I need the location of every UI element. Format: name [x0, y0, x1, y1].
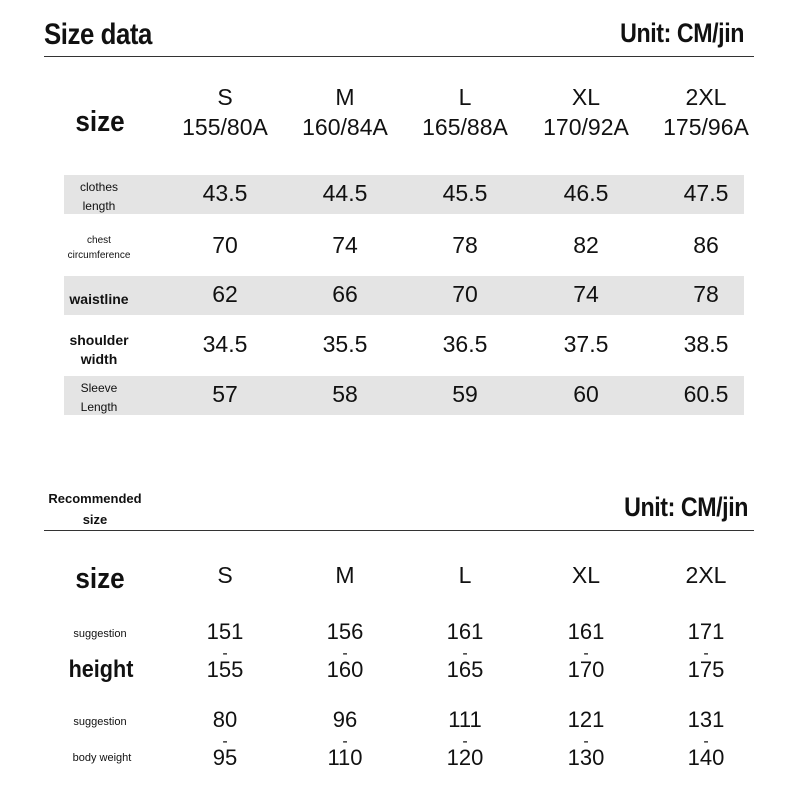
recommended-row-header: size — [75, 563, 125, 595]
weight-range-high: 95 — [212, 745, 238, 770]
weight-range-separator: - — [342, 733, 348, 750]
measurement-value: 70 — [212, 232, 238, 258]
size-data-row-header: size — [75, 106, 125, 138]
weight-range-low: 96 — [332, 707, 358, 732]
row-label-line: Length — [80, 400, 118, 414]
measurement-value: 62 — [212, 281, 238, 307]
weight-range-low: 131 — [687, 707, 725, 732]
size-code-label: 175/96A — [663, 114, 749, 140]
height-range-high: 165 — [446, 657, 484, 682]
measurement-value: 70 — [452, 281, 478, 307]
height-range-high: 175 — [687, 657, 725, 682]
weight-range-separator: - — [583, 733, 589, 750]
height-label: height — [68, 656, 134, 683]
size-data-divider — [44, 56, 754, 57]
weight-suggestion-label: suggestion — [73, 716, 127, 728]
height-range-low: 171 — [687, 619, 725, 644]
height-range-separator: - — [462, 645, 468, 662]
measurement-value: 66 — [332, 281, 358, 307]
recommended-size-label: M — [335, 562, 355, 588]
height-range-low: 151 — [206, 619, 244, 644]
height-range-low: 161 — [446, 619, 484, 644]
weight-range-low: 80 — [212, 707, 238, 732]
measurement-value: 57 — [212, 381, 238, 407]
measurement-value: 36.5 — [442, 331, 488, 357]
recommended-size-label: L — [458, 562, 472, 588]
weight-range-separator: - — [703, 733, 709, 750]
row-label-line: length — [82, 199, 116, 213]
weight-range-low: 121 — [567, 707, 605, 732]
height-range-high: 155 — [206, 657, 244, 682]
measurement-value: 47.5 — [683, 180, 729, 206]
weight-range-high: 120 — [446, 745, 484, 770]
size-data-title: Size data — [44, 18, 152, 51]
size-column-label: 2XL — [685, 84, 727, 110]
weight-range-separator: - — [222, 733, 228, 750]
measurement-value: 60.5 — [683, 381, 729, 407]
row-label — [44, 379, 154, 417]
row-label-line: waistline — [69, 291, 129, 307]
weight-range-low: 111 — [448, 707, 482, 732]
measurement-value: 37.5 — [563, 331, 609, 357]
height-range-separator: - — [342, 645, 348, 662]
weight-range-high: 130 — [567, 745, 605, 770]
row-label — [44, 290, 154, 309]
height-range-low: 161 — [567, 619, 605, 644]
weight-range-high: 110 — [327, 745, 363, 770]
height-range-high: 160 — [326, 657, 364, 682]
size-column-label: S — [217, 84, 233, 110]
size-code-label: 170/92A — [543, 114, 629, 140]
measurement-value: 38.5 — [683, 331, 729, 357]
recommended-size-label: S — [217, 562, 233, 588]
row-label — [44, 233, 154, 263]
measurement-value: 74 — [332, 232, 358, 258]
measurement-value: 86 — [693, 232, 719, 258]
measurement-value: 58 — [332, 381, 358, 407]
row-label-line: circumference — [67, 250, 131, 261]
size-column-label: XL — [571, 84, 601, 110]
size-column-label: M — [335, 84, 355, 110]
measurement-value: 45.5 — [442, 180, 488, 206]
height-suggestion-label: suggestion — [73, 628, 127, 640]
measurement-value: 82 — [573, 232, 599, 258]
height-range-separator: - — [703, 645, 709, 662]
row-label-line: Sleeve — [80, 381, 118, 395]
measurement-value: 34.5 — [202, 331, 248, 357]
measurement-value: 74 — [573, 281, 599, 307]
measurement-value: 46.5 — [563, 180, 609, 206]
measurement-value: 78 — [693, 281, 719, 307]
size-code-label: 160/84A — [302, 114, 388, 140]
row-label-line: chest — [87, 235, 111, 246]
row-label — [44, 178, 154, 216]
size-code-label: 155/80A — [182, 114, 268, 140]
row-label-line: width — [80, 351, 118, 367]
weight-body-weight-label: body weight — [72, 752, 132, 764]
recommended-size-label: 2XL — [685, 562, 727, 588]
size-column-label: L — [458, 84, 472, 110]
measurement-value: 44.5 — [322, 180, 368, 206]
row-label — [44, 331, 154, 369]
row-label-line: clothes — [79, 180, 119, 194]
size-code-label: 165/88A — [422, 114, 508, 140]
measurement-value: 35.5 — [322, 331, 368, 357]
recommended-title — [35, 488, 155, 530]
height-range-high: 170 — [567, 657, 605, 682]
recommended-title-line-1: Recommended — [48, 491, 142, 506]
weight-range-separator: - — [462, 733, 468, 750]
weight-range-high: 140 — [687, 745, 725, 770]
height-range-separator: - — [583, 645, 589, 662]
recommended-size-label: XL — [571, 562, 601, 588]
measurement-value: 43.5 — [202, 180, 248, 206]
row-label-line: shoulder — [69, 332, 129, 348]
size-data-unit: Unit: CM/jin — [620, 18, 744, 48]
measurement-value: 60 — [573, 381, 599, 407]
measurement-value: 78 — [452, 232, 478, 258]
height-range-low: 156 — [326, 619, 364, 644]
height-range-separator: - — [222, 645, 228, 662]
recommended-title-line-2: size — [82, 512, 108, 527]
measurement-value: 59 — [452, 381, 478, 407]
recommended-divider — [44, 530, 754, 531]
recommended-unit: Unit: CM/jin — [624, 492, 748, 522]
